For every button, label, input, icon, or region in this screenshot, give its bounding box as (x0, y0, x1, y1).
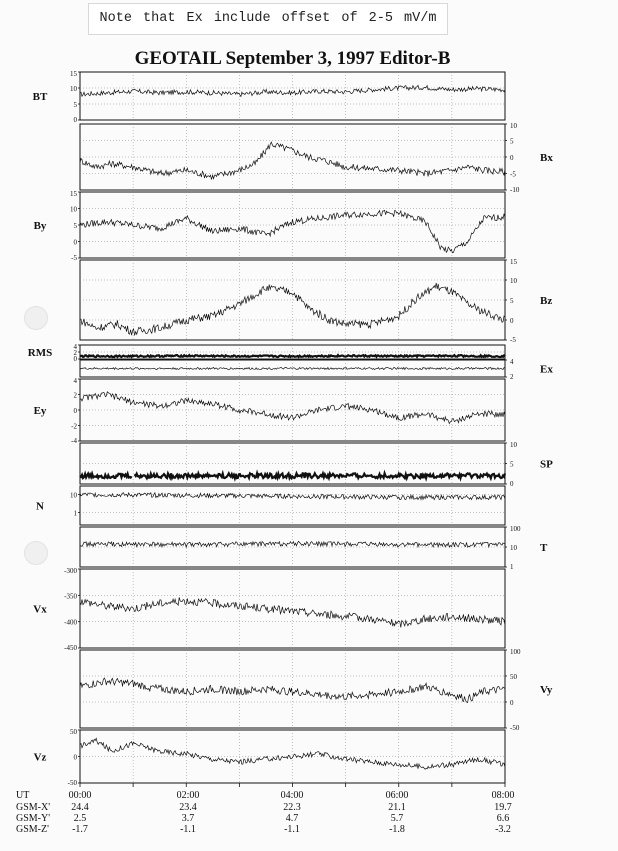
tick-label: 1 (73, 509, 77, 518)
footer-value: 5.7 (390, 813, 404, 824)
tick-label: 15 (70, 70, 77, 78)
panel-label-ex: Ex (540, 363, 553, 376)
footer-value: 00:00 (68, 790, 92, 801)
tick-label: -4 (71, 437, 77, 445)
panel-label-by: By (33, 220, 47, 232)
footer-value: 24.4 (71, 802, 89, 813)
footer-value: -3.2 (495, 824, 511, 835)
footer-value: 06:00 (385, 790, 409, 801)
panel-label-vz: Vz (33, 751, 47, 764)
tick-label: -5 (71, 254, 77, 262)
tick-label: 4 (73, 343, 77, 351)
tick-label: 0 (73, 116, 77, 124)
tick-label: 2 (73, 349, 77, 357)
footer-label: GSM-Z' (16, 824, 49, 835)
tick-label: 4 (510, 358, 514, 366)
tick-label: 0 (73, 355, 77, 363)
footer-value: 02:00 (176, 790, 200, 801)
tick-label: -50 (67, 779, 77, 787)
tick-label: 100 (510, 525, 521, 533)
tick-label: 0 (510, 154, 514, 162)
footer-value: 21.1 (388, 802, 406, 813)
footer-value: 08:00 (491, 790, 515, 801)
footer-value: -1.8 (389, 824, 405, 835)
panel-label-t: T (540, 542, 548, 554)
offset-note: Note that Ex include offset of 2-5 mV/m (88, 3, 448, 35)
footer-value: -1.1 (180, 824, 196, 835)
tick-label: 5 (510, 297, 514, 305)
tick-label: 0 (73, 753, 77, 762)
tick-label: 100 (510, 648, 521, 656)
footer-label: GSM-X' (16, 802, 51, 813)
panel-label-vx: Vx (33, 603, 47, 616)
tick-label: 15 (510, 258, 517, 266)
tick-label: 2 (510, 373, 514, 381)
tick-label: 50 (70, 728, 77, 736)
panel-label-bt: BT (32, 91, 48, 103)
panel-label-sp: SP (540, 458, 553, 471)
tick-label: 1 (510, 563, 514, 571)
footer-value: 19.7 (494, 802, 512, 813)
panel-label-bx: Bx (540, 152, 553, 164)
series-sp (80, 473, 505, 478)
footer-value: 4.7 (285, 813, 299, 824)
tick-label: -400 (64, 618, 77, 627)
footer-value: 23.4 (179, 802, 197, 813)
tick-label: 15 (70, 190, 77, 198)
panel-label-n: N (36, 500, 44, 513)
tick-label: 10 (70, 85, 77, 93)
tick-label: 0 (510, 317, 514, 325)
tick-label: 10 (70, 205, 77, 214)
tick-label: -50 (510, 724, 520, 732)
tick-label: 0 (510, 699, 514, 707)
footer-value: -1.7 (72, 824, 88, 835)
tick-label: 10 (510, 441, 517, 449)
footer-value: 04:00 (280, 790, 304, 801)
tick-label: -450 (64, 644, 77, 652)
footer-value: 22.3 (283, 802, 301, 813)
tick-label: 0 (73, 407, 77, 415)
tick-label: 50 (510, 673, 517, 681)
footer-value: -1.1 (284, 824, 300, 835)
panel-label-ey: Ey (33, 405, 47, 417)
tick-label: 0 (73, 238, 77, 247)
footer-value: 2.5 (73, 813, 87, 824)
tick-label: 0 (510, 480, 514, 488)
tick-label: 4 (73, 377, 77, 385)
tick-label: -5 (510, 336, 516, 344)
tick-label: 10 (510, 277, 517, 285)
footer-label: GSM-Y' (16, 813, 51, 824)
panel-label-bz: Bz (540, 295, 553, 307)
tick-label: 10 (70, 491, 77, 500)
tick-label: -10 (510, 186, 520, 194)
footer-value: 3.7 (181, 813, 195, 824)
panel-label-vy: Vy (540, 684, 553, 696)
footer-value: 6.6 (496, 813, 510, 824)
tick-label: 5 (510, 137, 514, 146)
tick-label: -2 (71, 422, 77, 431)
footer-label: UT (16, 790, 30, 801)
series-rms (80, 355, 505, 357)
tick-label: -5 (510, 170, 516, 179)
tick-label: 5 (73, 101, 77, 109)
panel-label-rms: RMS (27, 347, 53, 359)
tick-label: -300 (64, 567, 77, 575)
chart-title: GEOTAIL September 3, 1997 Editor-B (134, 48, 451, 69)
tick-label: 2 (73, 391, 77, 400)
tick-label: 10 (510, 544, 517, 552)
tick-label: 5 (510, 460, 514, 469)
tick-label: 10 (510, 122, 517, 130)
tick-label: -350 (64, 592, 77, 601)
series-vx (80, 597, 505, 627)
tick-label: 5 (73, 222, 77, 230)
